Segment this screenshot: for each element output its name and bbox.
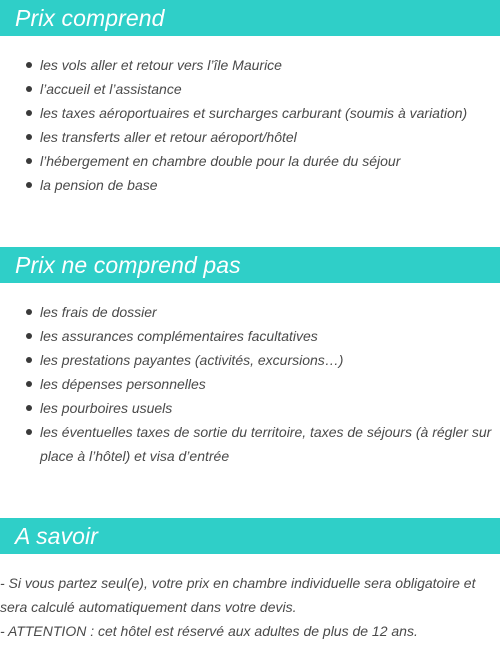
bullet-icon xyxy=(26,429,32,435)
bullet-icon xyxy=(26,309,32,315)
section-heading-prix-ne-comprend-pas: Prix ne comprend pas xyxy=(0,247,500,283)
list-item-text: les assurances complémentaires facultatives xyxy=(40,328,318,344)
list-item-text: les éventuelles taxes de sortie du territoire, taxes de séjours (à régler sur place à l’hôtel) et visa d’entrée xyxy=(40,424,492,464)
section-heading-a-savoir: A savoir xyxy=(0,518,500,554)
bullet-icon xyxy=(26,357,32,363)
list-item xyxy=(0,324,500,348)
list-item-text: les transferts aller et retour aéroport/hôtel xyxy=(40,129,297,145)
list-item xyxy=(0,53,500,77)
list-item-text: les prestations payantes (activités, excursions…) xyxy=(40,352,344,368)
list-item xyxy=(0,300,500,324)
bullet-icon xyxy=(26,405,32,411)
note-adults-only: - ATTENTION : cet hôtel est réservé aux adultes de plus de 12 ans. xyxy=(0,623,418,639)
list-item xyxy=(0,372,500,396)
list-item xyxy=(0,149,500,173)
bullet-icon xyxy=(26,333,32,339)
section-heading-prix-comprend: Prix comprend xyxy=(0,0,500,36)
list-item-text: les pourboires usuels xyxy=(40,400,173,416)
list-item xyxy=(0,173,500,197)
list-item xyxy=(0,396,500,420)
not-included-list xyxy=(0,300,500,468)
list-item-text: les vols aller et retour vers l’île Maurice xyxy=(40,57,282,73)
list-item-text: l’accueil et l’assistance xyxy=(40,81,182,97)
list-item-text: les frais de dossier xyxy=(40,304,157,320)
bullet-icon xyxy=(26,158,32,164)
list-item xyxy=(0,101,500,125)
list-item-text: les dépenses personnelles xyxy=(40,376,206,392)
bullet-icon xyxy=(26,110,32,116)
bullet-icon xyxy=(26,182,32,188)
list-item xyxy=(0,77,500,101)
list-item xyxy=(0,420,500,468)
bullet-icon xyxy=(26,381,32,387)
list-item-text: les taxes aéroportuaires et surcharges carburant (soumis à variation) xyxy=(40,105,468,121)
list-item xyxy=(0,348,500,372)
list-item xyxy=(0,125,500,149)
list-item-text: l’hébergement en chambre double pour la durée du séjour xyxy=(40,153,401,169)
bullet-icon xyxy=(26,86,32,92)
list-item-text: la pension de base xyxy=(40,177,158,193)
bullet-icon xyxy=(26,62,32,68)
included-list xyxy=(0,53,500,197)
note-single-room: - Si vous partez seul(e), votre prix en chambre individuelle sera obligatoire et sera calculé automatiquement dans votre devis. xyxy=(0,575,476,615)
bullet-icon xyxy=(26,134,32,140)
